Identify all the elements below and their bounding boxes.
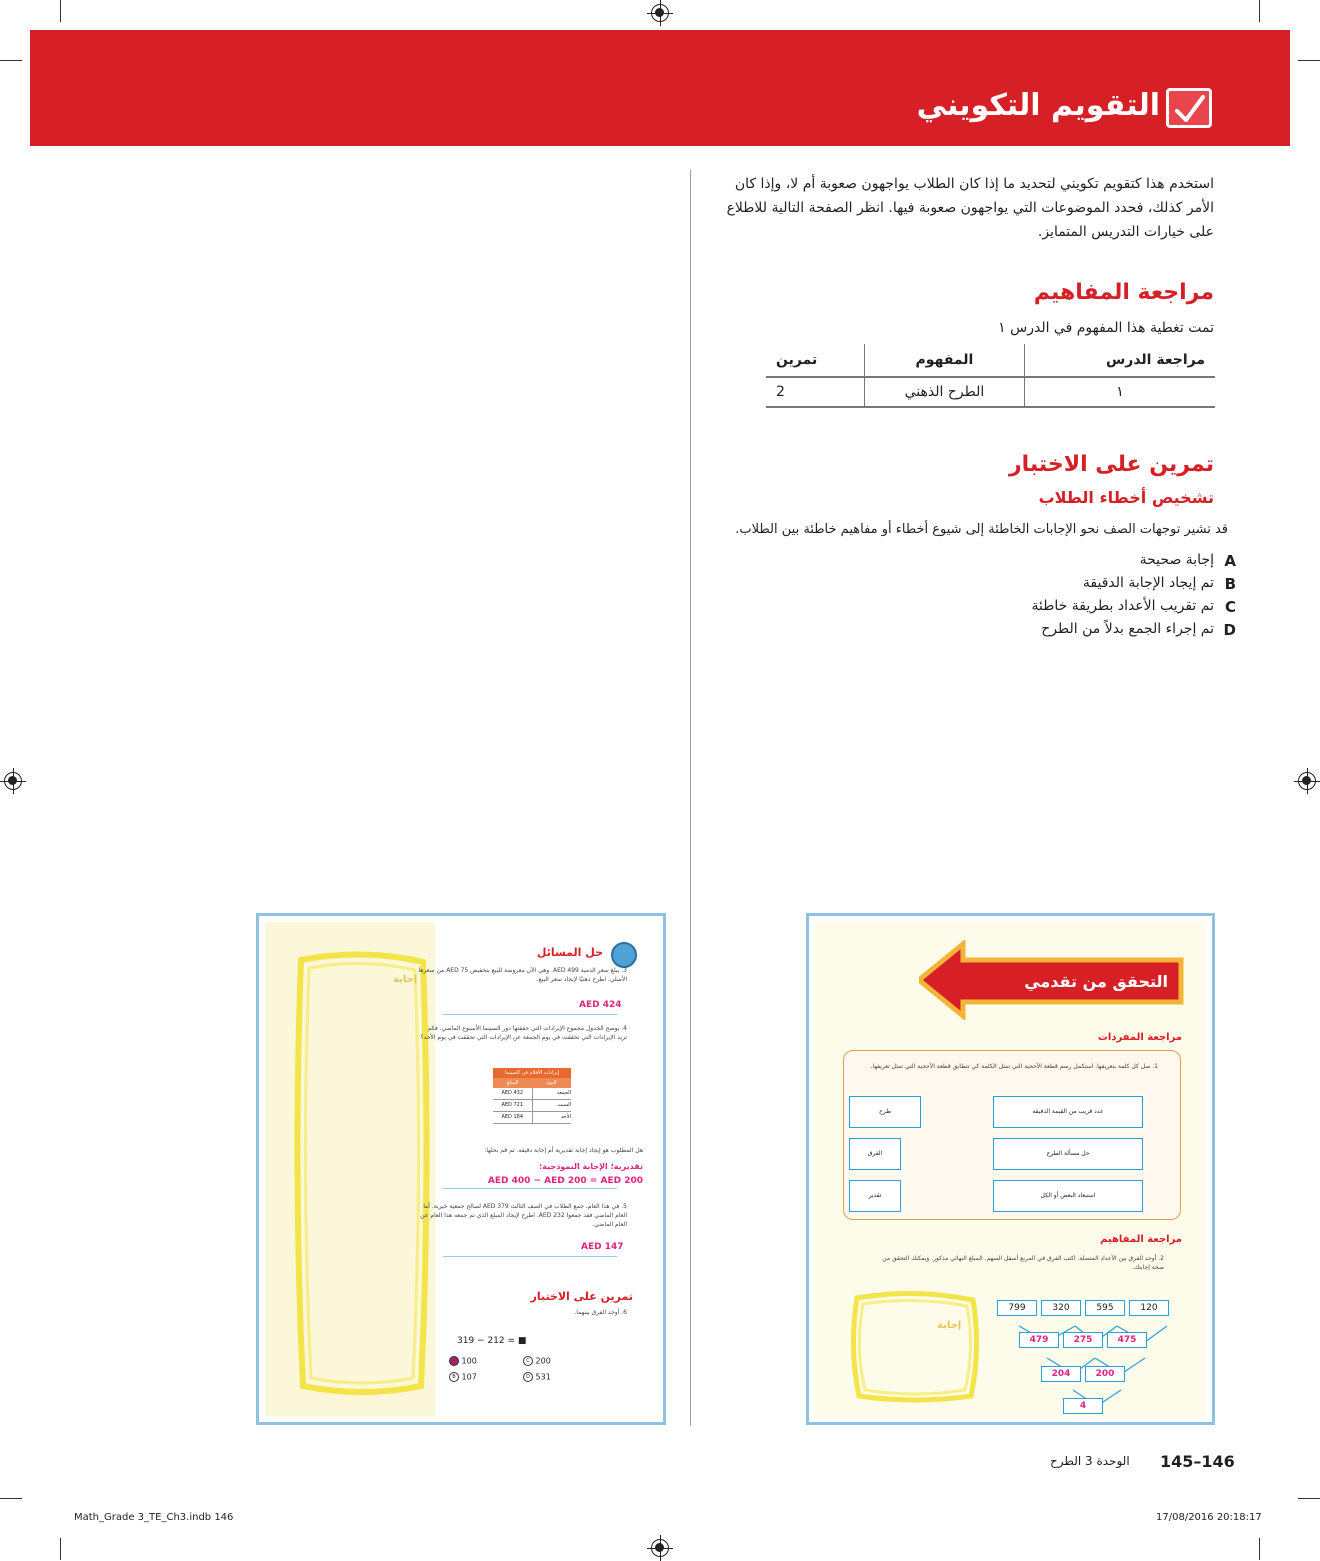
table-cell: 2 [766,377,864,407]
test-practice-heading-thumb: تمرين على الاختبار [530,1290,633,1303]
student-page-thumbnail-left [256,913,666,1425]
pyramid-number: 204 [1041,1366,1081,1382]
answer-stamp: إجابة [937,1320,962,1331]
filled-circle-icon [449,1356,459,1366]
puzzle-definition: حل مسألة الطرح [993,1138,1143,1170]
choice-letter: C [523,1356,533,1366]
revenue-table-title: إيرادات الأفلام في السينما [493,1068,571,1078]
estimate-value: AED 400 − AED 200 = AED 200 [487,1176,643,1186]
intro-paragraph [724,172,1214,244]
answer-line [443,1188,617,1189]
option-text: إجابة صحيحة [1139,552,1214,568]
choice-value: 100 [461,1356,477,1366]
answer-line [443,1014,617,1015]
choice-a [449,1356,477,1366]
test-practice-heading: تمرين على الاختبار [1008,452,1214,477]
option-row [1082,575,1236,597]
question-4: 4. يوضح الجدول مجموع الإيرادات التي حققتها دور السينما الأسبوع الماضي. فكم تزيد الإيرادات التي تحققت في يوم الجمعة عن الإيرادات التي تحققت في يوم الأحد؟ [420,1025,627,1041]
table-header: المفهوم [864,344,1024,377]
registration-mark-icon [1298,772,1316,790]
pyramid-number: 120 [1129,1300,1169,1316]
table-header: مراجعة الدرس [1025,344,1215,377]
option-text: تم إجراء الجمع بدلاً من الطرح [1041,621,1214,637]
table-cell: الطرح الذهني [864,377,1024,407]
crop-mark [1298,1498,1320,1499]
question-5: 5. في هذا العام، جمع الطلاب في الصف الثالث AED 379 لصالح جمعية خيرية. أما العام الماضي فقد جمعوا AED 232. اطرح لإيجاد المبلغ الذي تم جمعه هذا العام عن العام الماضي. [420,1203,627,1228]
checkmark-icon [1166,88,1212,128]
crop-mark [1298,60,1320,61]
concepts-heading: مراجعة المفاهيم [1100,1234,1182,1245]
table-cell: الأحد [561,1114,571,1120]
print-timestamp: 17/08/2016 20:18:17 [1156,1512,1262,1523]
question-3: 3. يبلغ سعر الدمية AED 499. وهي الآن معروضة للبيع بتخفيض AED 75 من سعرها الأصلي. اطرح ذهنيًا لإيجاد سعر البيع. [418,967,627,983]
table-header: المبلغ [506,1080,519,1086]
choice-d [523,1372,551,1382]
answer-frame-scribble [287,946,437,1402]
table-cell: ١ [1025,377,1215,407]
concepts-review-note: تمت تغطية هذا المفهوم في الدرس ١ [998,320,1214,336]
question-6: 6. أوجد الفرق بينهما. [574,1309,627,1316]
pyramid-number: 275 [1063,1332,1103,1348]
choice-value: 531 [535,1372,551,1382]
registration-mark-icon [651,4,669,22]
thumb-banner-title: التحقق من تقدمي [1024,972,1168,991]
page-title: التقويم التكويني [916,88,1160,123]
table-cell: الجمعة [556,1090,571,1096]
revenue-table-header [493,1078,571,1088]
pyramid-number: 595 [1085,1300,1125,1316]
pyramid-number: 799 [997,1300,1037,1316]
option-letter: A [1224,552,1236,570]
estimate-label: تقديرية؛ الإجابة النموذجية: [539,1162,643,1171]
crop-mark [0,1498,22,1499]
pyramid-number: 479 [1019,1332,1059,1348]
pyramid-number: 200 [1085,1366,1125,1382]
concepts-review-heading: مراجعة المفاهيم [1033,280,1214,305]
option-text: تم تقريب الأعداد بطريقة خاطئة [1031,598,1214,614]
answer-3: AED 424 [579,1000,622,1010]
table-row [493,1088,571,1100]
choice-value: 107 [461,1372,477,1382]
intro-line: الأمر كذلك، فحدد الموضوعات التي يواجهون صعوبة فيها. انظر الصفحة التالية للاطلاع [726,200,1214,216]
pyramid-number: 4 [1063,1398,1103,1414]
table-header: اليوم [546,1080,557,1086]
intro-line: على خيارات التدريس المتمايز. [1037,224,1214,240]
pyramid-number: 320 [1041,1300,1081,1316]
intro-line: استخدم هذا كتقويم تكويني لتحديد ما إذا كان الطلاب يواجهون صعوبة أم لا، وإذا كان [734,176,1214,192]
table-cell: السبت [557,1102,571,1108]
revenue-table [493,1068,571,1124]
concepts-question: 2. أوجد الفرق بين الأعداد المتصلة. اكتب الفرق في المربع أسفل السهم. المبلغ النهائي مذكور. ويمكنك التحقق من صحة إجابتك. [882,1255,1164,1271]
choice-letter: D [523,1372,533,1382]
table-row [493,1100,571,1112]
crop-mark [60,0,61,22]
answer-5: AED 147 [581,1242,624,1252]
diagnose-note: قد تشير توجهات الصف نحو الإجابات الخاطئة إلى شيوع أخطاء أو مفاهيم خاطئة بين الطلاب. [735,522,1228,537]
option-row [1031,598,1236,620]
solve-heading: حل المسائل [536,946,603,959]
choice-letter: B [449,1372,459,1382]
diagnose-heading: تشخيص أخطاء الطلاب [1038,488,1214,507]
table-header: تمرين [766,344,864,377]
table-cell: AED 184 [493,1112,533,1123]
file-name: Math_Grade 3_TE_Ch3.indb 146 [74,1512,234,1523]
crop-mark [0,60,22,61]
option-letter: D [1223,621,1236,639]
vocab-question: 1. صل كل كلمة بتعريفها. استكمل رسم قطعة الأحجية التي تمثل الكلمة كي تتطابق قطعة الأحجية التي تمثل تعريفها. [870,1063,1158,1070]
vocab-heading: مراجعة المفردات [1097,1032,1182,1043]
option-letter: C [1224,598,1236,616]
puzzle-word: الفرق [849,1138,901,1170]
answer-frame-scribble [845,1288,985,1408]
page-folio: 145–146 [1160,1452,1235,1471]
globe-icon [611,942,637,968]
table-row [493,1112,571,1124]
choice-c [523,1356,551,1366]
answer-line [443,1256,617,1257]
table-row [766,377,1215,407]
concepts-table [766,344,1215,408]
table-cell: AED 721 [493,1100,533,1111]
unit-label: الوحدة 3 الطرح [1050,1454,1130,1468]
registration-mark-icon [4,772,22,790]
answer-stamp: إجابة [393,974,418,985]
option-row [1041,621,1236,643]
puzzle-word: تقدير [849,1180,901,1212]
puzzle-word: طرح [849,1096,921,1128]
pyramid-number: 475 [1107,1332,1147,1348]
crop-mark [1259,0,1260,22]
puzzle-definition: عدد قريب من القيمة الدقيقة [993,1096,1143,1128]
question-4b: هل المطلوب هو إيجاد إجابة تقديرية أم إجابة دقيقة. ثم قم بحلها. [484,1147,643,1154]
crop-mark [60,1538,61,1560]
table-cell: AED 432 [493,1088,533,1099]
equation: 319 − 212 = ■ [457,1336,527,1346]
column-divider [690,170,691,1426]
puzzle-definition: استبعاد البعض أو الكل [993,1180,1143,1212]
choice-value: 200 [535,1356,551,1366]
student-page-thumbnail-right [806,913,1215,1425]
crop-mark [1259,1538,1260,1560]
option-text: تم إيجاد الإجابة الدقيقة [1082,575,1214,591]
choice-b [449,1372,477,1382]
registration-mark-icon [651,1539,669,1557]
option-row [1139,552,1236,574]
option-letter: B [1224,575,1236,593]
